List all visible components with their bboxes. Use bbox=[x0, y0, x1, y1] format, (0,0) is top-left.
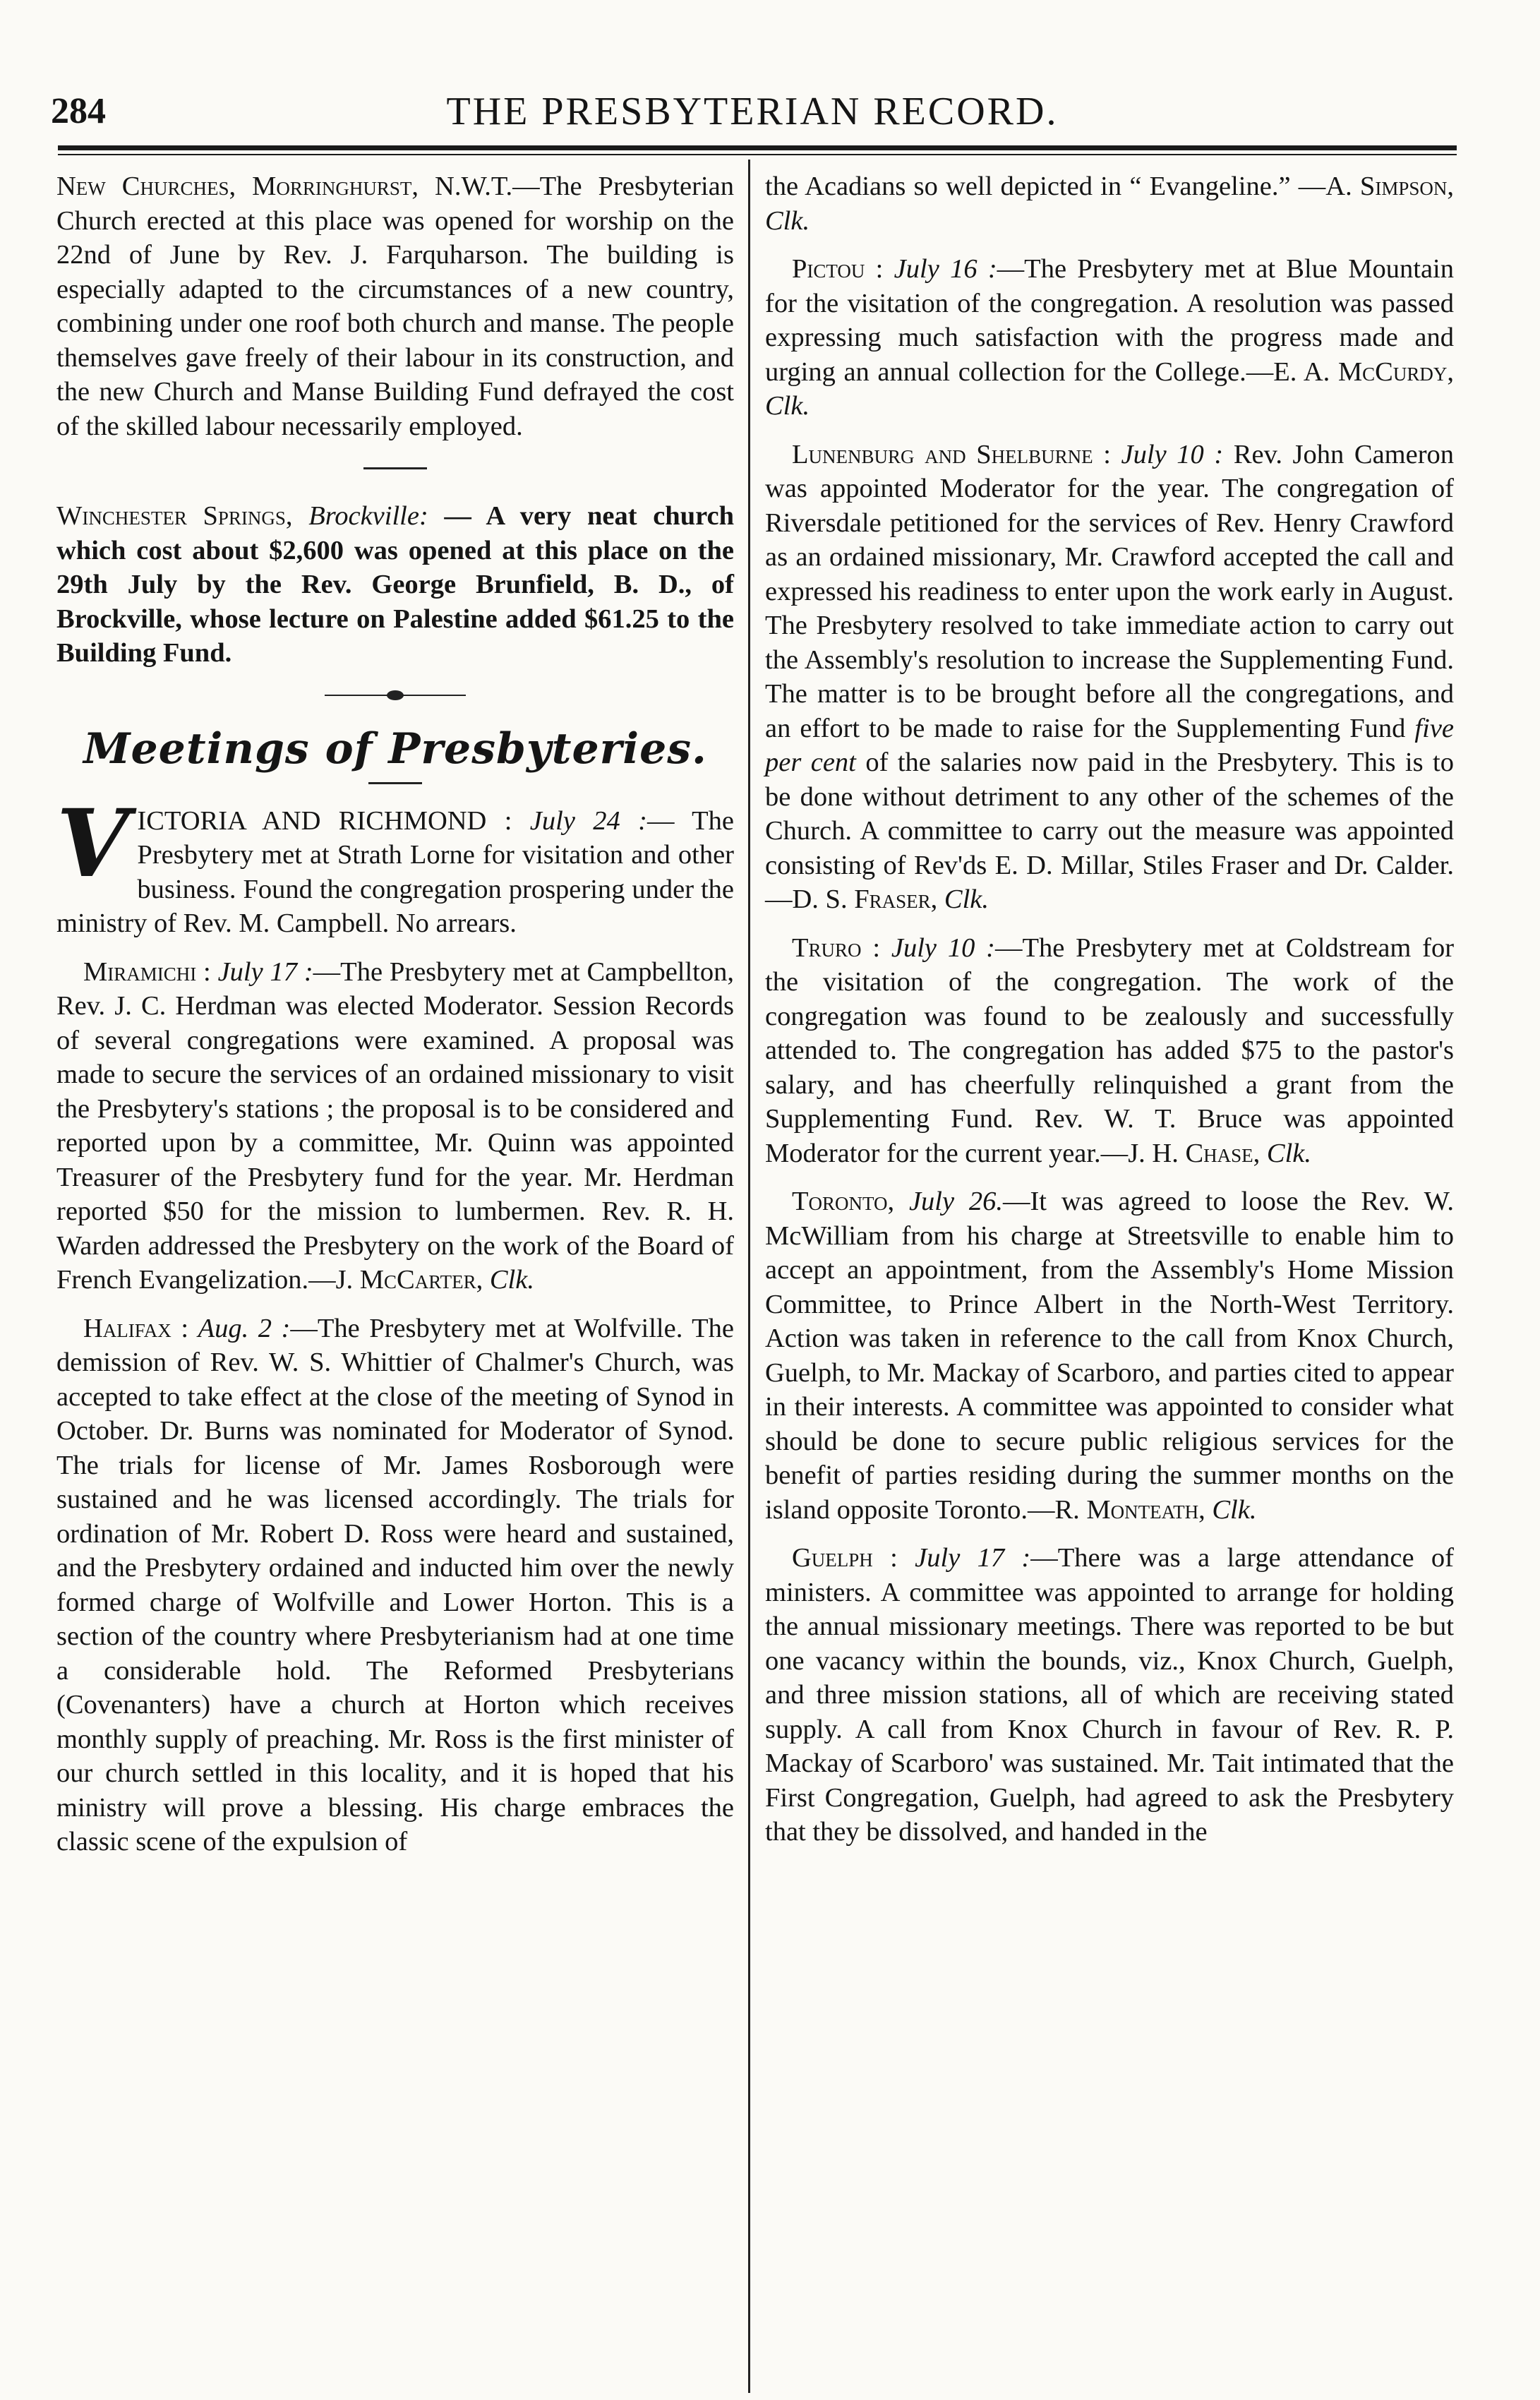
report-signature: R. Monteath, bbox=[1054, 1494, 1205, 1525]
article-body: —The Presbyterian Church erected at this place was opened for worship on the 22nd of June by Rev. J. Farquharson. The building is especially adapted to the circumstances of a new country, combining under one roof both church and manse. The people themselves gave freely of their labour in its construction, and the new Church and Manse Building Fund defrayed the cost of the skilled labour necessarily employed. bbox=[56, 172, 734, 441]
page-header bbox=[51, 83, 1454, 140]
report-place: Truro : bbox=[792, 932, 881, 963]
report-halifax bbox=[56, 1312, 734, 1859]
drop-cap: V bbox=[56, 788, 129, 899]
report-body: —The Presbytery met at Campbellton, Rev. J. C. Herdman was elected Moderator. Session Records of several congregations were examined. A proposal was made to secure the services of an ordained missionary to visit the Presbytery's stations ; the proposal is to be considered and reported upon by a committee, Mr. Quinn was appointed Treasurer of the Presbytery fund for the year. Mr. Herdman reported $50 for the mission to lumbermen. Rev. R. H. Warden addressed the Presbytery on the work of the Board of French Evangelization.— bbox=[56, 956, 734, 1295]
report-date: Aug. 2 : bbox=[198, 1313, 291, 1343]
report-place: Guelph : bbox=[792, 1543, 898, 1573]
report-clerk: Clk. bbox=[1212, 1494, 1257, 1525]
article-place: New Churches, Morringhurst, N.W.T. bbox=[56, 172, 513, 201]
article-body: — A very neat church which cost about $2,600 was opened at this place on the 29th July by the Rev. George Brunfield, B. D., of Brockville, whose lecture on Palestine added $61.25 to the Building Fund. bbox=[56, 501, 735, 668]
report-date: July 16 : bbox=[894, 254, 997, 284]
report-lunenburg bbox=[765, 438, 1454, 917]
report-truro bbox=[765, 931, 1454, 1171]
report-body: —The Presbytery met at Blue Mountain for the visitation of the congregation. A resolution was passed expressing much satisfaction with the progress made and urging an annual collection for the College.— bbox=[765, 254, 1454, 387]
article-place: Winchester Springs, bbox=[56, 501, 293, 531]
report-place: ICTORIA AND RICHMOND : bbox=[137, 805, 512, 836]
report-date: July 10 : bbox=[891, 932, 995, 963]
report-clerk: Clk. bbox=[944, 884, 989, 914]
header-rule-thick bbox=[58, 145, 1457, 150]
left-column bbox=[56, 169, 734, 1873]
heading-rule bbox=[368, 782, 422, 784]
article-presbytery: Brockville: bbox=[308, 501, 428, 531]
report-date: July 24 : bbox=[529, 805, 647, 836]
report-body: the Acadians so well depicted in “ Evangeline.” — bbox=[765, 172, 1326, 201]
report-guelph bbox=[765, 1541, 1454, 1849]
report-halifax-continued bbox=[765, 169, 1454, 238]
report-miramichi bbox=[56, 955, 734, 1297]
report-date: July 10 : bbox=[1121, 439, 1224, 469]
report-date: July 17 : bbox=[915, 1543, 1031, 1573]
report-body: — The Presbytery met at Strath Lorne for visitation and other business. Found the congregation prospering under the ministry of Rev. M. Campbell. No arrears. bbox=[56, 805, 734, 938]
right-column bbox=[765, 169, 1454, 1864]
report-toronto bbox=[765, 1184, 1454, 1527]
report-pictou bbox=[765, 252, 1454, 424]
report-place: Miramichi : bbox=[83, 956, 211, 987]
header-rule-thin bbox=[58, 154, 1457, 155]
report-clerk: Clk. bbox=[765, 391, 810, 421]
column-divider bbox=[748, 160, 750, 2393]
separator-rule bbox=[363, 467, 427, 469]
report-body: —It was agreed to loose the Rev. W. McWilliam from his charge at Streetsville to enable him to accept an appointment, from the Assembly's Home Mission Committee, to Prince Albert in the North-West Territory. Action was taken in reference to the call from Knox Church, Guelph, to Mr. Mackay of Scarboro, and parties cited to appear in their interests. A committee was appointed to consider what should be done to secure public religious services for the benefit of parties residing during the summer months on the island opposite Toronto.— bbox=[765, 1187, 1455, 1525]
report-body-continued: of the salaries now paid in the Presbytery. This is to be done without detriment to any other of the schemes of the Church. A committee to carry out the measure was appointed consisting of Rev'ds E. D. Millar, Stiles Fraser and Dr. Calder.— bbox=[765, 748, 1454, 914]
article-winchester bbox=[56, 499, 734, 671]
report-place: Toronto, bbox=[792, 1187, 895, 1216]
report-emphasis: five per cent bbox=[765, 713, 1454, 777]
report-signature: D. S. Fraser, bbox=[792, 884, 938, 914]
report-signature: J. H. Chase, bbox=[1128, 1138, 1261, 1168]
page-number: 284 bbox=[51, 91, 106, 131]
report-clerk: Clk. bbox=[765, 205, 810, 236]
report-place: Lunenburg and Shelburne : bbox=[792, 439, 1111, 469]
report-signature: J. McCarter, bbox=[335, 1265, 483, 1295]
report-date: July 26. bbox=[908, 1187, 1003, 1216]
report-place: Pictou : bbox=[792, 254, 884, 284]
report-clerk: Clk. bbox=[489, 1265, 534, 1295]
report-body: —The Presbytery met at Coldstream for the visitation of the congregation. The work of the congregation was found to be zealously and successfully attended to. The congregation has added $75 to the pastor's salary, and has cheerfully relinquished a grant from the Supplementing Fund. Rev. W. T. Bruce was appointed Moderator for the current year.— bbox=[765, 932, 1455, 1168]
article-morringhurst bbox=[56, 169, 734, 443]
report-signature: E. A. McCurdy, bbox=[1273, 356, 1454, 387]
report-signature: A. Simpson, bbox=[1325, 172, 1454, 201]
report-place: Halifax : bbox=[83, 1313, 189, 1343]
ornament-separator bbox=[325, 689, 466, 702]
section-heading: Meetings of Presbyteries. bbox=[83, 724, 707, 774]
running-title: THE PRESBYTERIAN RECORD. bbox=[446, 90, 1059, 133]
report-body: —The Presbytery met at Wolfville. The demission of Rev. W. S. Whittier of Chalmer's Church, was accepted to take effect at the close of the meeting of Synod in October. Dr. Burns was nominated for Moderator of Synod. The trials for license of Mr. James Rosborough were sustained and he was licensed accordingly. The trials for ordination of Mr. Robert D. Ross were heard and sustained, and the Presbytery ordained and inducted him over the newly formed charge of Wolfville and Lower Horton. This is a section of the country where Presbyterianism had at one time a considerable hold. The Reformed Presbyterians (Covenanters) have a church at Horton which receives monthly supply of preaching. Mr. Ross is the first minister of our church settled in this locality, and it is hoped that his ministry will prove a blessing. His charge embraces the classic scene of the expulsion of bbox=[56, 1313, 734, 1856]
report-date: July 17 : bbox=[217, 956, 313, 987]
report-victoria bbox=[56, 788, 734, 941]
report-body: —There was a large attendance of ministers. A committee was appointed to arrange for holding the annual missionary meetings. There was reported to be but one vacancy within the bounds, viz., Knox Church, Guelph, and three mission stations, all of which are receiving stated supply. A call from Knox Church in favour of Rev. R. P. Mackay of Scarboro' was sustained. Mr. Tait intimated that the First Congregation, Guelph, had agreed to ask the Presbytery that they be dissolved, and handed in the bbox=[765, 1543, 1454, 1847]
report-clerk: Clk. bbox=[1266, 1138, 1312, 1168]
report-body: Rev. John Cameron was appointed Moderator for the year. The congregation of Riversdale petitioned for the services of Rev. Henry Crawford as an ordained missionary, Mr. Crawford accepted the call and expressed his readiness to enter upon the work early in August. The Presbytery resolved to take immediate action to carry out the Assembly's resolution to increase the Supplementing Fund. The matter is to be brought before all the congregations, and an effort to be made to raise for the Supplementing Fund bbox=[765, 439, 1455, 743]
